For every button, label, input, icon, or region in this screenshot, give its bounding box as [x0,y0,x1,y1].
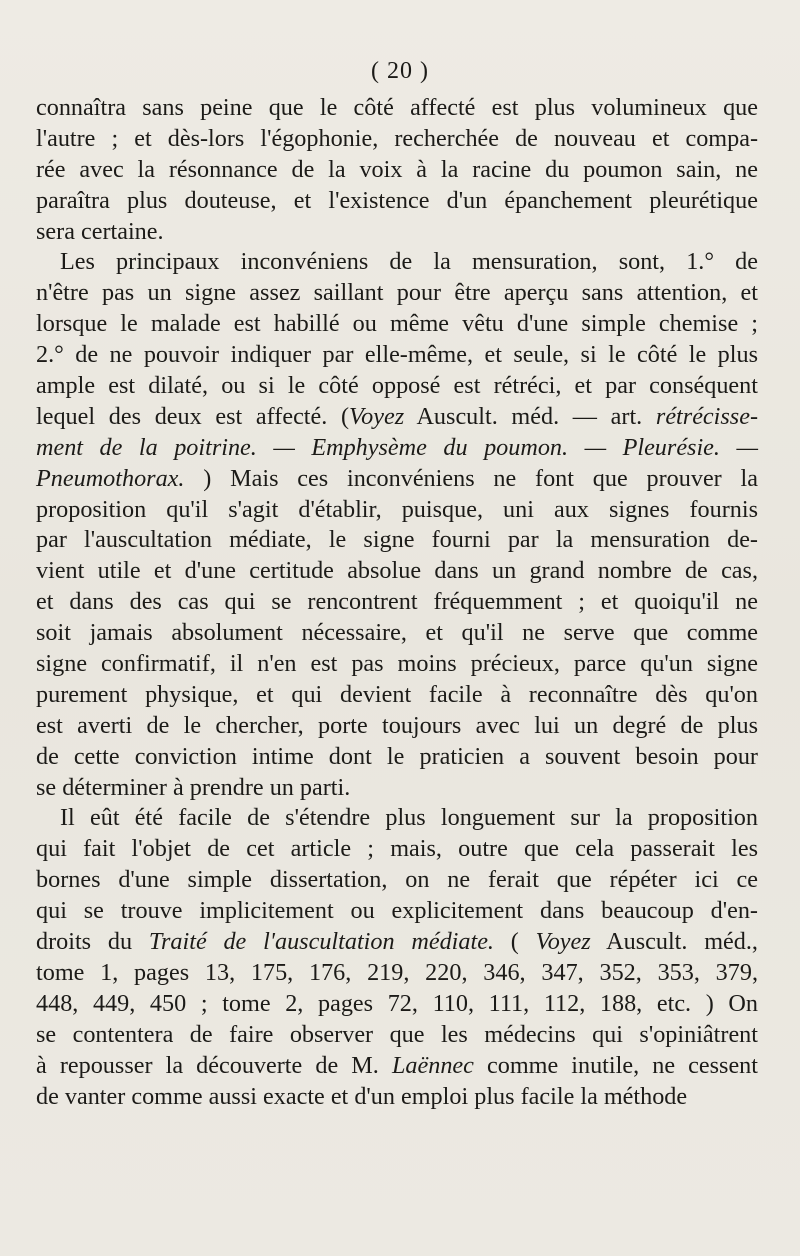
text-line [36,587,758,618]
text-run: paraîtra plus douteuse, et l'existence d'un épanchement pleurétique [36,186,758,214]
text-line [36,247,758,278]
italic-text: Traité de l'auscultation médiate. [148,928,494,956]
text-run: par l'auscultation médiate, le signe fourni par la mensuration de- [36,526,758,554]
text-line [36,896,758,927]
text-run: qui se trouve implicitement ou explicitement dans beaucoup d'en- [36,897,758,925]
text-line [36,278,758,309]
italic-text: Laënnec [391,1051,474,1079]
text-line [36,217,758,248]
text-line [36,155,758,186]
text-line [36,742,758,773]
paragraph [36,803,758,1112]
text-run: vient utile et d'une certitude absolue dans un grand nombre de cas, [36,557,758,585]
text-line [36,1082,758,1113]
italic-text: Pneumothorax. [36,464,185,492]
text-line [36,1020,758,1051]
text-run: Auscult. méd., [590,928,758,956]
text-run: Les principaux inconvéniens de la mensuration, sont, 1.° de [60,248,758,276]
text-line [36,834,758,865]
text-run: est averti de le chercher, porte toujours avec lui un degré de plus [36,711,758,739]
italic-text: rétrécisse- [655,402,758,430]
text-run: soit jamais absolument nécessaire, et qu'il ne serve que comme [36,619,758,647]
page-number: ( 20 ) [371,58,429,84]
text-line [36,402,758,433]
text-run: proposition qu'il s'agit d'établir, puisque, uni aux signes fournis [36,495,758,523]
text-run: qui fait l'objet de cet article ; mais, outre que cela passerait les [36,835,758,863]
text-run: sera certaine. [36,217,164,245]
text-line [36,186,758,217]
text-run: lequel des deux est affecté. ( [36,402,350,430]
text-run: Auscult. méd. — art. [404,402,656,430]
text-run: comme inutile, ne cessent [473,1051,758,1079]
text-run: lorsque le malade est habillé ou même vêtu d'une simple chemise ; [36,310,758,338]
text-run: de cette conviction intime dont le praticien a souvent besoin pour [36,742,758,770]
text-line [36,309,758,340]
italic-text: Voyez [349,402,405,430]
text-run: signe confirmatif, il n'en est pas moins précieux, parce qu'un signe [36,650,758,678]
text-line [36,711,758,742]
text-line [36,340,758,371]
text-line [36,865,758,896]
text-run: se déterminer à prendre un parti. [36,773,351,801]
text-line [36,803,758,834]
text-run: ( [493,928,536,956]
paragraph [36,247,758,803]
text-run: se contentera de faire observer que les médecins qui s'opiniâtrent [36,1020,758,1048]
text-line [36,989,758,1020]
text-line [36,1051,758,1082]
text-run: Il eût été facile de s'étendre plus longuement sur la proposition [60,804,758,832]
text-line [36,927,758,958]
text-run: ) Mais ces inconvéniens ne font que prouver la [184,464,758,492]
text-line [36,525,758,556]
text-run: 2.° de ne pouvoir indiquer par elle-même, et seule, si le côté le plus [36,341,758,369]
text-line [36,93,758,124]
text-line [36,556,758,587]
text-line [36,773,758,804]
text-line [36,124,758,155]
text-run: de vanter comme aussi exacte et d'un emploi plus facile la méthode [36,1082,688,1110]
body-text [36,93,758,1112]
text-run: et dans des cas qui se rencontrent fréquemment ; et quoiqu'il ne [36,588,758,616]
text-run: l'autre ; et dès-lors l'égophonie, recherchée de nouveau et compa- [36,124,758,152]
text-line [36,495,758,526]
text-line [36,433,758,464]
text-run: ample est dilaté, ou si le côté opposé est rétréci, et par conséquent [36,372,758,400]
text-line [36,618,758,649]
text-run: purement physique, et qui devient facile à reconnaître dès qu'on [36,680,758,708]
italic-text: Voyez [535,928,591,956]
text-line [36,371,758,402]
text-run: 448, 449, 450 ; tome 2, pages 72, 110, 111, 112, 188, etc. ) On [36,989,758,1017]
text-run: tome 1, pages 13, 175, 176, 219, 220, 346, 347, 352, 353, 379, [36,958,758,986]
text-run: connaîtra sans peine que le côté affecté est plus volumineux que [36,94,758,121]
text-run: rée avec la résonnance de la voix à la racine du poumon sain, ne [36,155,758,183]
text-line [36,464,758,495]
text-run: droits du [36,928,149,956]
italic-text: ment de la poitrine. — Emphysème du poumon. — Pleurésie. — [36,433,758,461]
text-run: bornes d'une simple dissertation, on ne ferait que répéter ici ce [36,866,758,894]
text-line [36,958,758,989]
paragraph [36,93,758,247]
text-run: à repousser la découverte de M. [36,1051,392,1079]
text-line [36,680,758,711]
text-run: n'être pas un signe assez saillant pour être aperçu sans attention, et [36,279,758,307]
text-line [36,649,758,680]
